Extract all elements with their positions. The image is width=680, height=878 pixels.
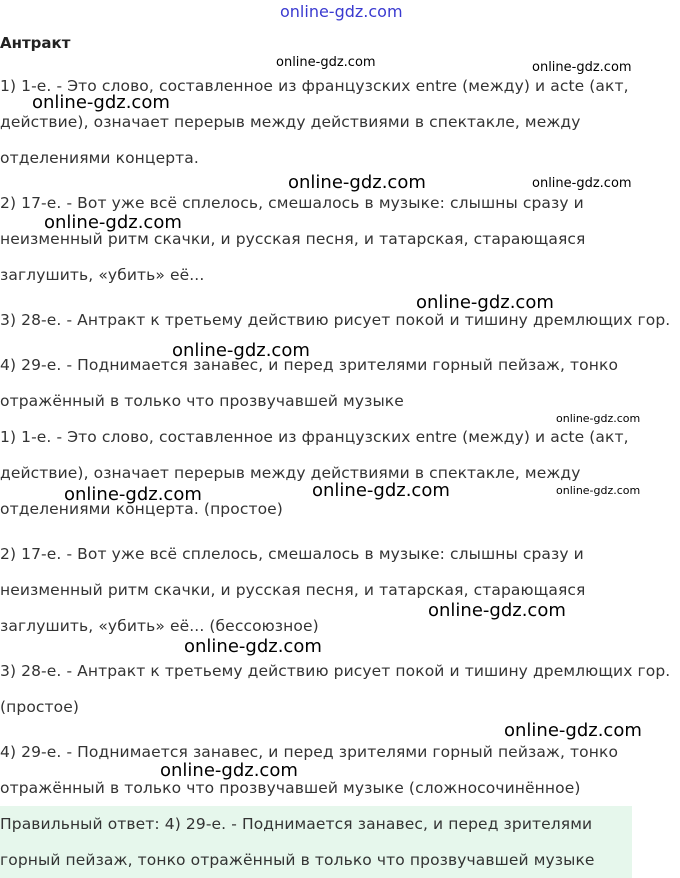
text-line: действие), означает перерыв между действиями в спектакле, между — [0, 113, 581, 131]
text-line: действие), означает перерыв между действиями в спектакле, между — [0, 464, 581, 482]
text-line: заглушить, «убить» её... (бессоюзное) — [0, 617, 319, 635]
text-line: 2) 17-е. - Вот уже всё сплелось, смешалось в музыке: слышны сразу и — [0, 194, 584, 212]
text-line: отделениями концерта. (простое) — [0, 500, 283, 518]
answer-line: Правильный ответ: 4) 29-е. - Поднимается занавес, и перед зрителями — [0, 815, 593, 833]
watermark: online-gdz.com — [160, 760, 298, 781]
text-line: (простое) — [0, 698, 80, 716]
text-line: 3) 28-е. - Антракт к третьему действию рисует покой и тишину дремлющих гор. — [0, 311, 671, 329]
text-line: 1) 1-е. - Это слово, составленное из французских entre (между) и acte (акт, — [0, 77, 629, 95]
text-line: 4) 29-е. - Поднимается занавес, и перед зрителями горный пейзаж, тонко — [0, 356, 619, 374]
text-line: неизменный ритм скачки, и русская песня, и татарская, старающаяся — [0, 230, 586, 248]
watermark: online-gdz.com — [44, 212, 182, 233]
watermark: online-gdz.com — [276, 55, 376, 70]
text-line: отделениями концерта. — [0, 149, 199, 167]
watermark: online-gdz.com — [556, 412, 641, 425]
text-line: заглушить, «убить» её... — [0, 266, 205, 284]
text-line: отражённый в только что прозвучавшей музыке (сложносочинённое) — [0, 779, 581, 797]
watermark: online-gdz.com — [504, 720, 642, 741]
watermark: online-gdz.com — [532, 176, 632, 191]
watermark: online-gdz.com — [428, 600, 566, 621]
watermark: online-gdz.com — [312, 480, 450, 501]
watermark: online-gdz.com — [64, 484, 202, 505]
header-watermark: online-gdz.com — [280, 2, 403, 21]
text-line: неизменный ритм скачки, и русская песня, и татарская, старающаяся — [0, 581, 586, 599]
page-title: Антракт — [0, 34, 71, 52]
watermark: online-gdz.com — [184, 636, 322, 657]
watermark: online-gdz.com — [288, 172, 426, 193]
text-line: 2) 17-е. - Вот уже всё сплелось, смешалось в музыке: слышны сразу и — [0, 545, 584, 563]
watermark: online-gdz.com — [416, 292, 554, 313]
text-line: 3) 28-е. - Антракт к третьему действию рисует покой и тишину дремлющих гор. — [0, 662, 671, 680]
text-line: 1) 1-е. - Это слово, составленное из французских entre (между) и acte (акт, — [0, 428, 629, 446]
watermark: online-gdz.com — [532, 60, 632, 75]
answer-line: горный пейзаж, тонко отражённый в только что прозвучавшей музыке — [0, 851, 595, 869]
watermark: online-gdz.com — [556, 484, 641, 497]
text-line: отражённый в только что прозвучавшей музыке — [0, 392, 404, 410]
text-line: 4) 29-е. - Поднимается занавес, и перед зрителями горный пейзаж, тонко — [0, 743, 619, 761]
watermark: online-gdz.com — [32, 92, 170, 113]
watermark: online-gdz.com — [172, 340, 310, 361]
